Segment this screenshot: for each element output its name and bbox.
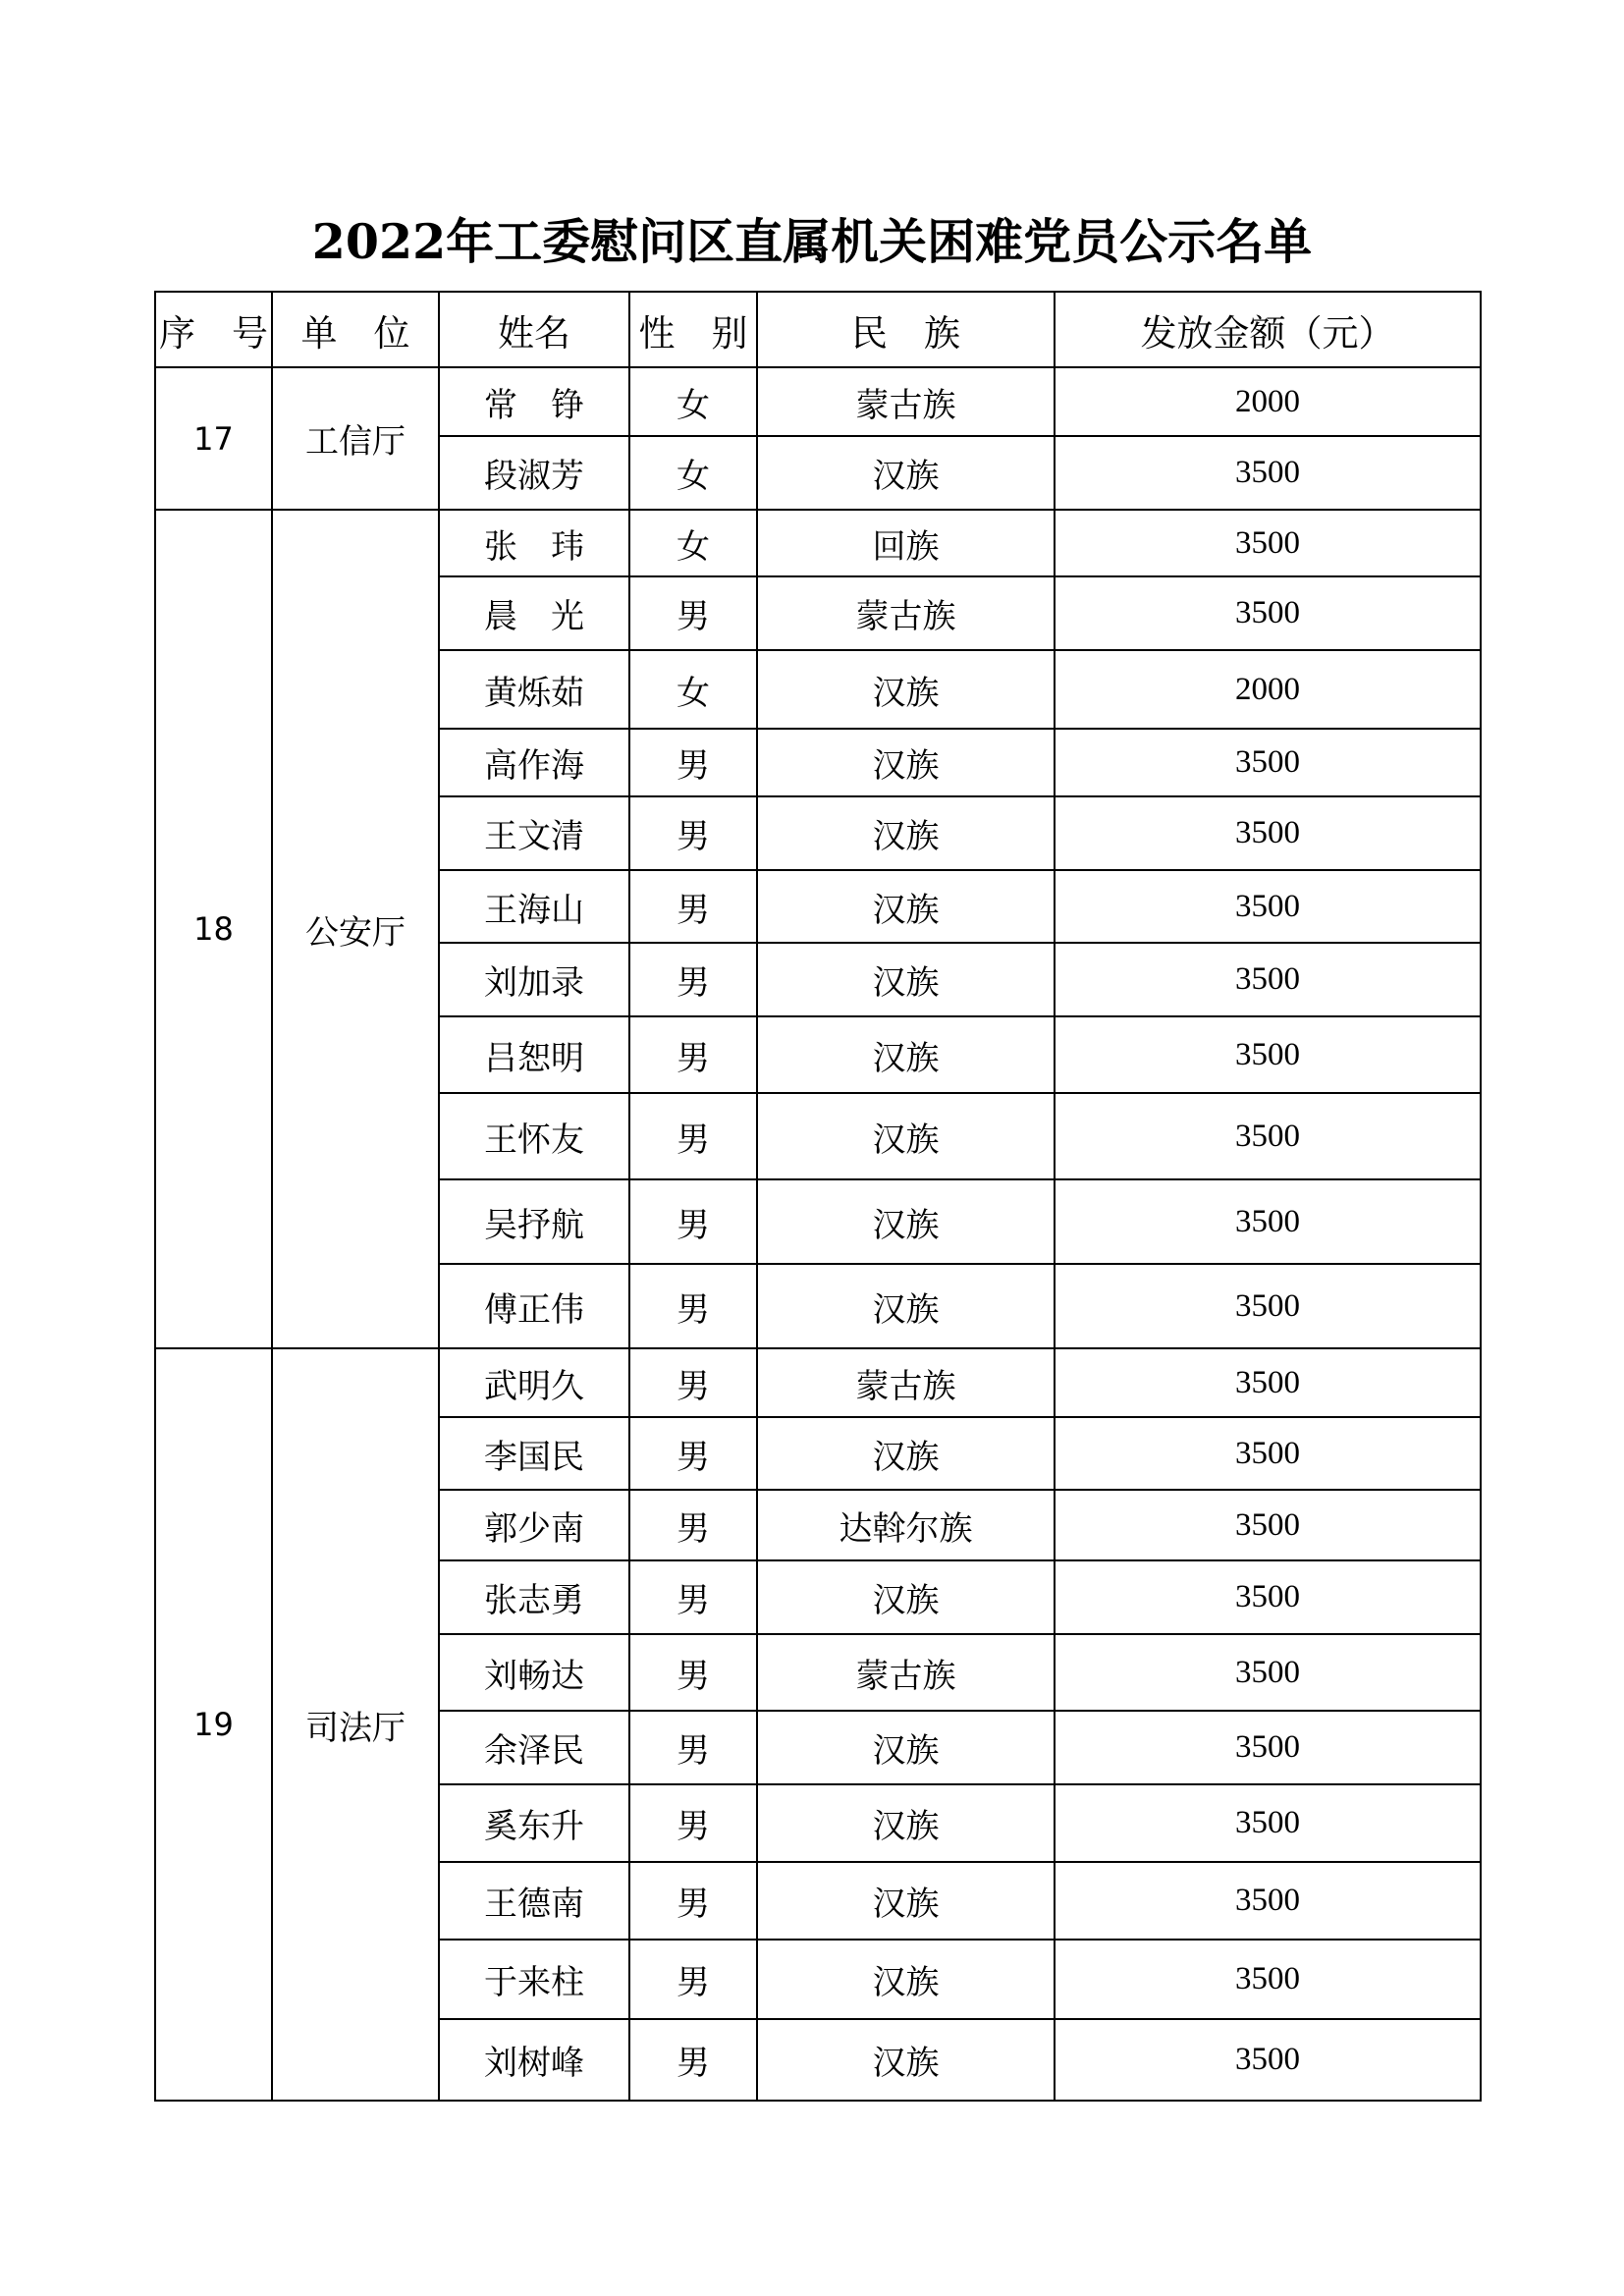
- ethnicity-cell: 汉族: [757, 1784, 1055, 1862]
- amount-cell: 2000: [1055, 367, 1481, 436]
- amount-cell: 3500: [1055, 436, 1481, 510]
- name-cell: 刘加录: [439, 943, 629, 1016]
- name-cell: 李国民: [439, 1417, 629, 1490]
- name-cell: 高作海: [439, 729, 629, 796]
- gender-cell: 男: [629, 1560, 757, 1634]
- name-cell: 傅正伟: [439, 1264, 629, 1348]
- amount-cell: 3500: [1055, 1711, 1481, 1784]
- ethnicity-cell: 汉族: [757, 650, 1055, 729]
- amount-cell: 3500: [1055, 1179, 1481, 1264]
- amount-cell: 3500: [1055, 1490, 1481, 1560]
- gender-cell: 女: [629, 436, 757, 510]
- amount-cell: 3500: [1055, 1016, 1481, 1093]
- name-cell: 于来柱: [439, 1940, 629, 2019]
- amount-cell: 3500: [1055, 1560, 1481, 1634]
- roster-table: [154, 291, 1482, 2102]
- seq-cell: 17: [155, 367, 272, 510]
- gender-cell: 男: [629, 1264, 757, 1348]
- document-title: 2022年工委慰问区直属机关困难党员公示名单: [311, 213, 1313, 270]
- amount-cell: 3500: [1055, 796, 1481, 870]
- ethnicity-cell: 汉族: [757, 729, 1055, 796]
- seq-cell: 19: [155, 1348, 272, 2101]
- gender-cell: 男: [629, 943, 757, 1016]
- gender-cell: 男: [629, 729, 757, 796]
- header-unit: 单 位: [272, 292, 439, 367]
- table-row: [155, 510, 1481, 576]
- gender-cell: 男: [629, 870, 757, 943]
- ethnicity-cell: 汉族: [757, 796, 1055, 870]
- name-cell: 王文清: [439, 796, 629, 870]
- name-cell: 段淑芳: [439, 436, 629, 510]
- ethnicity-cell: 汉族: [757, 1862, 1055, 1940]
- gender-cell: 男: [629, 1940, 757, 2019]
- name-cell: 武明久: [439, 1348, 629, 1417]
- gender-cell: 男: [629, 2019, 757, 2101]
- ethnicity-cell: 汉族: [757, 2019, 1055, 2101]
- amount-cell: 3500: [1055, 943, 1481, 1016]
- gender-cell: 男: [629, 1634, 757, 1711]
- amount-cell: 3500: [1055, 1940, 1481, 2019]
- gender-cell: 男: [629, 796, 757, 870]
- header-seq: 序 号: [155, 292, 272, 367]
- unit-cell: 公安厅: [272, 510, 439, 1348]
- unit-cell: 司法厅: [272, 1348, 439, 2101]
- gender-cell: 男: [629, 1417, 757, 1490]
- name-cell: 王海山: [439, 870, 629, 943]
- ethnicity-cell: 汉族: [757, 1264, 1055, 1348]
- gender-cell: 女: [629, 367, 757, 436]
- ethnicity-cell: 蒙古族: [757, 1634, 1055, 1711]
- ethnicity-cell: 汉族: [757, 1940, 1055, 2019]
- amount-cell: 3500: [1055, 729, 1481, 796]
- name-cell: 张 玮: [439, 510, 629, 576]
- ethnicity-cell: 汉族: [757, 1093, 1055, 1179]
- header-name: 姓名: [439, 292, 629, 367]
- amount-cell: 3500: [1055, 510, 1481, 576]
- amount-cell: 3500: [1055, 1348, 1481, 1417]
- ethnicity-cell: 汉族: [757, 1179, 1055, 1264]
- header-row: [155, 292, 1481, 367]
- amount-cell: 3500: [1055, 1634, 1481, 1711]
- ethnicity-cell: 汉族: [757, 436, 1055, 510]
- gender-cell: 男: [629, 1348, 757, 1417]
- amount-cell: 3500: [1055, 870, 1481, 943]
- gender-cell: 男: [629, 576, 757, 650]
- amount-cell: 3500: [1055, 1417, 1481, 1490]
- gender-cell: 男: [629, 1862, 757, 1940]
- ethnicity-cell: 汉族: [757, 1016, 1055, 1093]
- unit-cell: 工信厅: [272, 367, 439, 510]
- amount-cell: 3500: [1055, 2019, 1481, 2101]
- name-cell: 余泽民: [439, 1711, 629, 1784]
- gender-cell: 男: [629, 1179, 757, 1264]
- amount-cell: 3500: [1055, 1093, 1481, 1179]
- ethnicity-cell: 蒙古族: [757, 367, 1055, 436]
- ethnicity-cell: 回族: [757, 510, 1055, 576]
- ethnicity-cell: 蒙古族: [757, 1348, 1055, 1417]
- header-gender: 性 别: [629, 292, 757, 367]
- table-row: [155, 1348, 1481, 1417]
- table-row: [155, 367, 1481, 436]
- name-cell: 吴抒航: [439, 1179, 629, 1264]
- header-ethnicity: 民 族: [757, 292, 1055, 367]
- amount-cell: 2000: [1055, 650, 1481, 729]
- gender-cell: 男: [629, 1016, 757, 1093]
- name-cell: 刘畅达: [439, 1634, 629, 1711]
- ethnicity-cell: 汉族: [757, 1417, 1055, 1490]
- name-cell: 奚东升: [439, 1784, 629, 1862]
- name-cell: 王德南: [439, 1862, 629, 1940]
- name-cell: 刘树峰: [439, 2019, 629, 2101]
- gender-cell: 男: [629, 1711, 757, 1784]
- ethnicity-cell: 汉族: [757, 1711, 1055, 1784]
- name-cell: 黄烁茹: [439, 650, 629, 729]
- gender-cell: 男: [629, 1784, 757, 1862]
- gender-cell: 男: [629, 1093, 757, 1179]
- table-header: [155, 292, 1481, 367]
- table-body: [155, 367, 1481, 2101]
- name-cell: 王怀友: [439, 1093, 629, 1179]
- name-cell: 张志勇: [439, 1560, 629, 1634]
- header-amount: 发放金额（元）: [1055, 292, 1481, 367]
- seq-cell: 18: [155, 510, 272, 1348]
- ethnicity-cell: 汉族: [757, 1560, 1055, 1634]
- ethnicity-cell: 汉族: [757, 943, 1055, 1016]
- ethnicity-cell: 达斡尔族: [757, 1490, 1055, 1560]
- amount-cell: 3500: [1055, 1264, 1481, 1348]
- ethnicity-cell: 蒙古族: [757, 576, 1055, 650]
- amount-cell: 3500: [1055, 576, 1481, 650]
- gender-cell: 男: [629, 1490, 757, 1560]
- gender-cell: 女: [629, 650, 757, 729]
- amount-cell: 3500: [1055, 1862, 1481, 1940]
- name-cell: 晨 光: [439, 576, 629, 650]
- name-cell: 郭少南: [439, 1490, 629, 1560]
- name-cell: 吕恕明: [439, 1016, 629, 1093]
- ethnicity-cell: 汉族: [757, 870, 1055, 943]
- name-cell: 常 铮: [439, 367, 629, 436]
- gender-cell: 女: [629, 510, 757, 576]
- amount-cell: 3500: [1055, 1784, 1481, 1862]
